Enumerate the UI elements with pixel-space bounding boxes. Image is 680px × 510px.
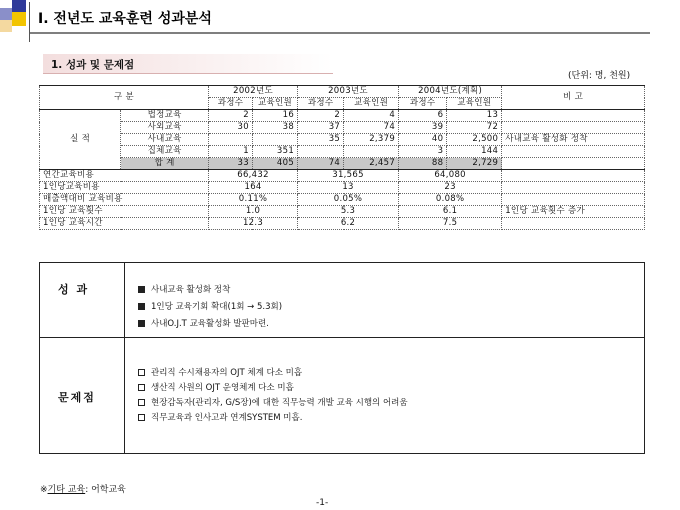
header-deco-square [0,20,12,32]
result-item: 사내O.J.T 교육활성화 발판마련. [138,317,269,329]
header-divider [29,2,30,42]
problem-item: 생산직 사원의 OJT 운영체계 다소 미흡 [138,381,294,393]
table-row-total [40,158,645,170]
table-row [40,182,645,194]
cell: 351 [252,146,297,158]
cell: 13 [298,182,399,194]
cell: 0.05% [298,194,399,206]
cell: 13 [447,110,502,122]
cell: 2 [298,110,344,122]
header-deco-square [12,12,26,26]
cell: 0.11% [209,194,298,206]
footnote-text: : 어학교육 [85,485,126,495]
subheader-people: 교육인원 [447,98,502,110]
problems-label: 문제점 [58,391,96,404]
problem-item: 관리직 수시채용자의 OJT 체계 다소 미흡 [138,366,302,378]
page-title: Ⅰ. 전년도 교육훈련 성과분석 [38,11,212,27]
cell: 1 [209,146,253,158]
table-row [40,218,645,230]
cell: 2 [209,110,253,122]
cell: 66,432 [209,170,298,182]
filled-square-icon [138,320,145,327]
note-cell [502,182,645,194]
note-cell [502,122,645,134]
filled-square-icon [138,303,145,310]
analysis-divider [124,263,125,453]
cell: 3 [399,146,447,158]
cell: 2,500 [447,134,502,146]
table-row [40,122,645,134]
table-row [40,194,645,206]
problem-item: 현장감독자(관리자, G/S장)에 대한 직무능력 개발 교육 시행의 어려움 [138,396,408,408]
cell: 74 [298,158,344,170]
empty-square-icon [138,414,145,421]
note-cell [502,158,645,170]
row-label: 1인당 교육횟수 [40,206,209,218]
cell: 6.1 [399,206,502,218]
cell: 12.3 [209,218,298,230]
result-item: 1인당 교육기회 확대(1회 → 5.3회) [138,300,282,312]
cell: 6.2 [298,218,399,230]
header-gubun: 구 분 [40,86,209,110]
cell: 2,457 [344,158,399,170]
cell: 2,729 [447,158,502,170]
unit-note: (단위: 명, 천원) [568,71,631,81]
cell [209,134,253,146]
row-label: 집체교육 [121,146,209,158]
cell: 4 [344,110,399,122]
empty-square-icon [138,369,145,376]
cell: 0.08% [399,194,502,206]
performance-table [39,85,645,230]
cell: 6 [399,110,447,122]
table-row [40,134,645,146]
page-number: -1- [316,498,329,508]
cell: 31,565 [298,170,399,182]
row-label: 합 계 [121,158,209,170]
header-year-2003: 2003년도 [298,86,399,98]
cell: 40 [399,134,447,146]
footnote [40,482,126,495]
footnote-term: 기타 교육 [47,485,86,495]
cell: 35 [298,134,344,146]
note-cell: 사내교육 활성화 정착 [502,134,645,146]
table-row [40,146,645,158]
cell: 7.5 [399,218,502,230]
note-cell [502,170,645,182]
note-cell [502,110,645,122]
table-row [40,170,645,182]
cell: 2,379 [344,134,399,146]
cell: 30 [209,122,253,134]
header-bigo: 비 고 [502,86,645,110]
cell [252,134,297,146]
header-deco-square [12,0,26,12]
footnote-prefix: ※ [40,485,48,495]
cell: 23 [399,182,502,194]
cell: 5.3 [298,206,399,218]
row-label: 1인당 교육시간 [40,218,209,230]
cell [344,146,399,158]
row-label: 1인당교육비용 [40,182,209,194]
cell: 38 [252,122,297,134]
cell: 144 [447,146,502,158]
note-cell: 1인당 교육횟수 증가 [502,206,645,218]
analysis-divider [40,337,644,338]
row-label: 사외교육 [121,122,209,134]
cell: 72 [447,122,502,134]
table-row [40,206,645,218]
header-year-2002: 2002년도 [209,86,298,98]
filled-square-icon [138,286,145,293]
note-cell [502,218,645,230]
subheader-course: 과정수 [209,98,253,110]
cell: 74 [344,122,399,134]
cell: 88 [399,158,447,170]
results-label: 성 과 [58,283,90,296]
analysis-box [39,262,645,454]
row-label: 법정교육 [121,110,209,122]
row-label: 연간교육비용 [40,170,209,182]
subheader-course: 과정수 [399,98,447,110]
cell: 37 [298,122,344,134]
cell: 64,080 [399,170,502,182]
cell: 33 [209,158,253,170]
header-deco-square [0,8,12,20]
note-cell [502,146,645,158]
subheader-people: 교육인원 [344,98,399,110]
note-cell [502,194,645,206]
row-label: 매출액대비 교육비용 [40,194,209,206]
result-item: 사내교육 활성화 정착 [138,283,230,295]
header-year-2004: 2004년도(계획) [399,86,502,98]
table-row [40,110,645,122]
cell: 164 [209,182,298,194]
row-group-label: 실 적 [40,110,121,170]
cell [298,146,344,158]
cell: 405 [252,158,297,170]
problem-item: 직무교육과 인사고과 연계SYSTEM 미흡. [138,411,302,423]
header-rule [30,32,650,34]
subheader-people: 교육인원 [252,98,297,110]
cell: 16 [252,110,297,122]
subheader-course: 과정수 [298,98,344,110]
section-title: 1. 성과 및 문제점 [51,59,135,71]
empty-square-icon [138,399,145,406]
cell: 1.0 [209,206,298,218]
cell: 39 [399,122,447,134]
empty-square-icon [138,384,145,391]
row-label: 사내교육 [121,134,209,146]
